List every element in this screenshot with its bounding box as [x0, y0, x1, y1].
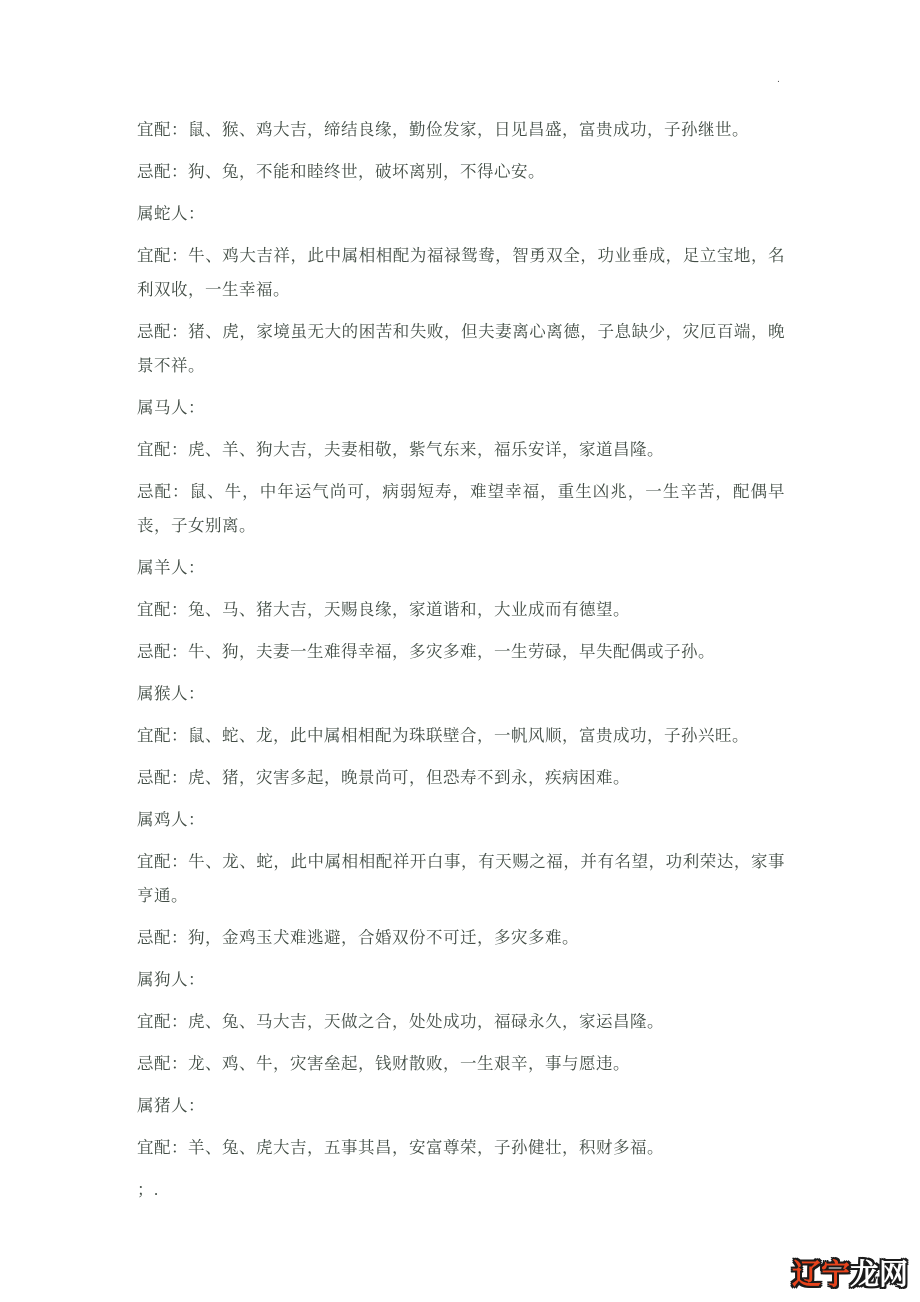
paragraph: 属猴人：: [137, 684, 205, 703]
paragraph: 属鸡人：: [137, 810, 205, 829]
paragraph: 属马人：: [137, 398, 205, 417]
paragraph: 宜配：虎、兔、马大吉，天做之合，处处成功，福碌永久，家运昌隆。: [137, 1012, 664, 1031]
paragraph: 忌配：龙、鸡、牛，灾害垒起，钱财散败，一生艰辛，事与愿违。: [137, 1054, 630, 1073]
watermark-part2: 龙网: [849, 1259, 908, 1291]
paragraph: 宜配：鼠、蛇、龙，此中属相相配为珠联壁合，一帆风顺，富贵成功，子孙兴旺。: [137, 726, 749, 745]
trailer-text: ；.: [137, 1180, 159, 1199]
stray-dot-mark: .: [777, 75, 780, 85]
paragraph: 忌配：虎、猪，灾害多起，晚景尚可，但恐寿不到永，疾病困难。: [137, 768, 630, 787]
paragraph: 宜配：牛、龙、蛇，此中属相相配祥开白事，有天赐之福，并有名望，功利荣达，家事亨通。: [137, 852, 785, 905]
paragraph: 宜配：虎、羊、狗大吉，夫妻相敬，紫气东来，福乐安详，家道昌隆。: [137, 440, 664, 459]
document-body: [137, 113, 785, 1215]
paragraph: 忌配：狗、兔，不能和睦终世，破坏离别，不得心安。: [137, 162, 545, 181]
paragraph: 忌配：牛、狗，夫妻一生难得幸福，多灾多难，一生劳碌，早失配偶或子孙。: [137, 642, 715, 661]
paragraph: 忌配：猪、虎，家境虽无大的困苦和失败，但夫妻离心离德，子息缺少，灾厄百端，晚景不祥。: [137, 322, 785, 375]
paragraph: 宜配：牛、鸡大吉祥，此中属相相配为福禄鸳鸯，智勇双全，功业垂成，足立宝地，名利双收，一生幸福。: [137, 246, 785, 299]
paragraph: 忌配：狗，金鸡玉犬难逃避，合婚双份不可迁，多灾多难。: [137, 928, 579, 947]
paragraph: 属蛇人：: [137, 204, 205, 223]
paragraph: 属羊人：: [137, 558, 205, 577]
paragraph: 属狗人：: [137, 970, 205, 989]
paragraph: 忌配：鼠、牛，中年运气尚可，病弱短寿，难望幸福，重生凶兆，一生辛苦，配偶早丧，子女别离。: [137, 482, 785, 535]
paragraph: 属猪人：: [137, 1096, 205, 1115]
paragraph: 宜配：鼠、猴、鸡大吉，缔结良缘，勤俭发家，日见昌盛，富贵成功，子孙继世。: [137, 120, 749, 139]
watermark-part1: 辽宁: [791, 1259, 850, 1291]
paragraph: 宜配：羊、兔、虎大吉，五事其昌，安富尊荣，子孙健壮，积财多福。: [137, 1138, 664, 1157]
watermark: [792, 1260, 908, 1290]
paragraph: 宜配：兔、马、猪大吉，天赐良缘，家道谐和，大业成而有德望。: [137, 600, 630, 619]
